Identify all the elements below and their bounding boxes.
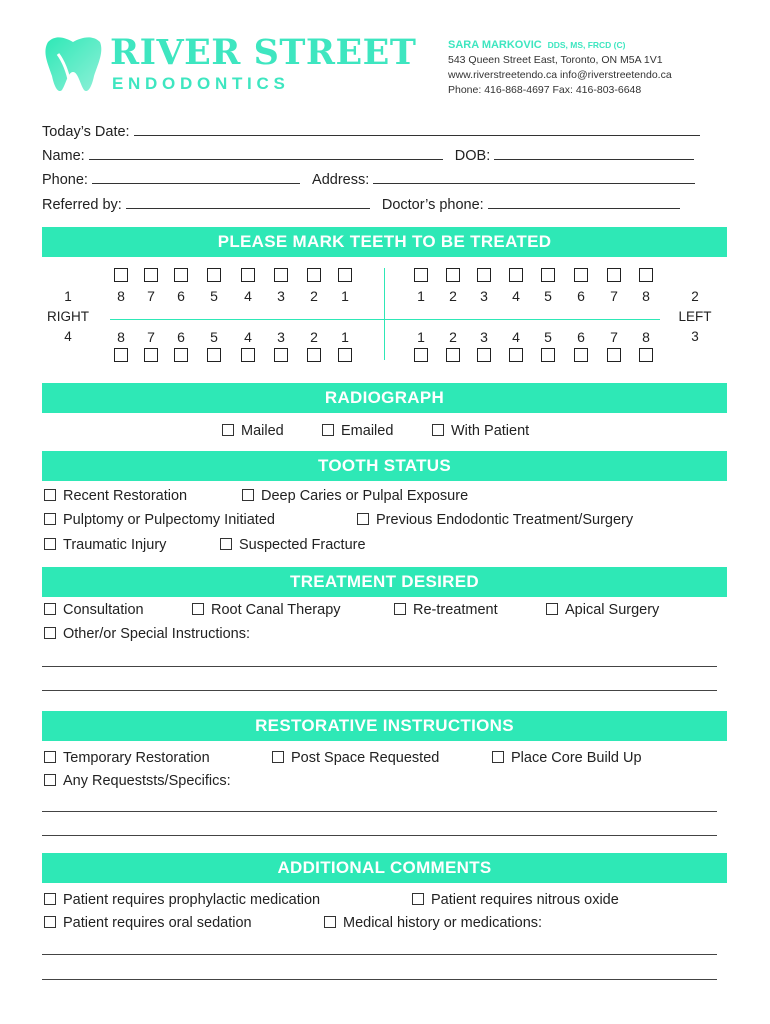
doctors-phone-field[interactable] (488, 197, 680, 209)
quadrant-4-number: 4 (64, 329, 72, 344)
status-previous-endo[interactable] (357, 512, 633, 528)
restorative-any-requests[interactable] (44, 773, 231, 789)
restorative-core-build-up[interactable] (492, 750, 642, 766)
option-label: Pulptomy or Pulpectomy Initiated (63, 512, 275, 528)
tooth-status-section-header: TOOTH STATUS (42, 451, 727, 481)
dob-label: DOB: (454, 148, 491, 164)
name-label: Name: (42, 148, 85, 164)
tooth-checkbox-upper-right-7[interactable] (307, 268, 321, 282)
referred-row (42, 197, 680, 213)
checkbox[interactable] (220, 538, 232, 550)
restorative-notes-line-2[interactable] (42, 835, 717, 836)
checkbox[interactable] (44, 538, 56, 550)
option-label: Traumatic Injury (63, 537, 167, 553)
treatment-root-canal[interactable] (192, 602, 341, 618)
comments-nitrous-oxide[interactable] (412, 892, 619, 908)
comments-section-header: ADDITIONAL COMMENTS (42, 853, 727, 883)
tooth-checkbox-lower-right-3[interactable] (174, 348, 188, 362)
tooth-number: 3 (277, 288, 285, 304)
radiograph-emailed[interactable] (322, 423, 393, 439)
tooth-checkbox-lower-left-3[interactable] (477, 348, 491, 362)
tooth-checkbox-lower-right-8[interactable] (338, 348, 352, 362)
status-recent-restoration[interactable] (44, 488, 187, 504)
option-label: Root Canal Therapy (211, 602, 341, 618)
doctor-name: SARA MARKOVIC (448, 39, 542, 51)
option-label: Deep Caries or Pulpal Exposure (261, 488, 469, 504)
tooth-number: 4 (512, 288, 520, 304)
checkbox[interactable] (44, 751, 56, 763)
tooth-number: 4 (512, 329, 520, 345)
option-label: With Patient (451, 423, 530, 439)
tooth-number: 7 (147, 329, 155, 345)
checkbox[interactable] (192, 603, 204, 615)
tooth-number: 2 (449, 288, 457, 304)
comments-prophylactic[interactable] (44, 892, 320, 908)
checkbox[interactable] (44, 916, 56, 928)
tooth-number: 8 (642, 329, 650, 345)
teeth-section-header: PLEASE MARK TEETH TO BE TREATED (42, 227, 727, 257)
option-label: Patient requires prophylactic medication (63, 892, 321, 908)
tooth-checkbox-lower-right-4[interactable] (207, 348, 221, 362)
option-label: Patient requires nitrous oxide (431, 892, 619, 908)
teeth-horizontal-divider (110, 319, 660, 320)
tooth-number: 5 (210, 288, 218, 304)
comments-oral-sedation[interactable] (44, 915, 252, 931)
referred-by-label: Referred by: (42, 197, 122, 213)
tooth-number: 5 (544, 329, 552, 345)
option-label: Consultation (63, 602, 144, 618)
checkbox[interactable] (357, 513, 369, 525)
tooth-number: 1 (341, 288, 349, 304)
option-label: Re-treatment (413, 602, 498, 618)
tooth-checkbox-lower-left-1[interactable] (414, 348, 428, 362)
tooth-checkbox-upper-left-4[interactable] (509, 268, 523, 282)
option-label: Previous Endodontic Treatment/Surgery (376, 512, 634, 528)
contact-web: www.riverstreetendo.ca info@riverstreetendo.ca (448, 69, 672, 81)
contact-block (448, 38, 672, 98)
tooth-checkbox-upper-left-8[interactable] (639, 268, 653, 282)
restorative-notes-line-1[interactable] (42, 811, 717, 812)
treatment-retreatment[interactable] (394, 602, 498, 618)
status-traumatic-injury[interactable] (44, 537, 166, 553)
tooth-checkbox-upper-right-8[interactable] (338, 268, 352, 282)
left-label: LEFT (678, 309, 712, 324)
tooth-checkbox-lower-right-1[interactable] (114, 348, 128, 362)
tooth-checkbox-upper-right-5[interactable] (241, 268, 255, 282)
tooth-checkbox-upper-right-3[interactable] (174, 268, 188, 282)
tooth-checkbox-lower-left-6[interactable] (574, 348, 588, 362)
status-pulpotomy[interactable] (44, 512, 275, 528)
tooth-checkbox-upper-right-4[interactable] (207, 268, 221, 282)
todays-date-row (42, 124, 700, 140)
phone-label: Phone: (42, 172, 88, 188)
tooth-number: 5 (210, 329, 218, 345)
checkbox[interactable] (242, 489, 254, 501)
brand-name: RIVER STREET (110, 32, 417, 73)
option-label: Temporary Restoration (63, 750, 210, 766)
tooth-number: 6 (577, 329, 585, 345)
checkbox[interactable] (322, 424, 334, 436)
phone-row (42, 172, 695, 188)
radiograph-mailed[interactable] (222, 423, 284, 439)
tooth-checkbox-lower-left-2[interactable] (446, 348, 460, 362)
treatment-notes-line-1[interactable] (42, 666, 717, 667)
tooth-checkbox-upper-right-2[interactable] (144, 268, 158, 282)
tooth-number: 2 (449, 329, 457, 345)
tooth-number: 3 (277, 329, 285, 345)
dob-field[interactable] (494, 148, 694, 160)
tooth-number: 6 (577, 288, 585, 304)
checkbox[interactable] (394, 603, 406, 615)
tooth-checkbox-upper-left-2[interactable] (446, 268, 460, 282)
quadrant-2-number: 2 (691, 289, 699, 304)
tooth-checkbox-lower-right-5[interactable] (241, 348, 255, 362)
checkbox[interactable] (546, 603, 558, 615)
quadrant-3-number: 3 (691, 329, 699, 344)
option-label: Any Requeststs/Specifics: (63, 773, 231, 789)
restorative-temporary[interactable] (44, 750, 210, 766)
tooth-checkbox-upper-left-6[interactable] (574, 268, 588, 282)
treatment-apical-surgery[interactable] (546, 602, 659, 618)
quadrant-1-number: 1 (64, 289, 72, 304)
tooth-number: 8 (117, 329, 125, 345)
checkbox[interactable] (44, 774, 56, 786)
option-label: Medical history or medications: (343, 915, 543, 931)
tooth-number: 2 (310, 288, 318, 304)
tooth-checkbox-upper-left-7[interactable] (607, 268, 621, 282)
tooth-number: 7 (610, 288, 618, 304)
tooth-checkbox-upper-left-5[interactable] (541, 268, 555, 282)
radiograph-section-header: RADIOGRAPH (42, 383, 727, 413)
tooth-number: 7 (147, 288, 155, 304)
todays-date-label: Today’s Date: (42, 124, 130, 140)
contact-address: 543 Queen Street East, Toronto, ON M5A 1V1 (448, 54, 663, 66)
doctor-credentials: DDS, MS, FRCD (C) (547, 40, 626, 50)
option-label: Apical Surgery (565, 602, 660, 618)
comments-notes-line-2[interactable] (42, 979, 717, 980)
tooth-number: 4 (244, 288, 252, 304)
checkbox[interactable] (272, 751, 284, 763)
option-label: Post Space Requested (291, 750, 440, 766)
tooth-checkbox-lower-left-7[interactable] (607, 348, 621, 362)
tooth-checkbox-lower-left-5[interactable] (541, 348, 555, 362)
doctors-phone-label: Doctor’s phone: (381, 197, 484, 213)
tooth-number: 4 (244, 329, 252, 345)
logo (42, 32, 417, 96)
tooth-number: 1 (417, 288, 425, 304)
tooth-number: 7 (610, 329, 618, 345)
treatment-notes-line-2[interactable] (42, 690, 717, 691)
tooth-number: 3 (480, 288, 488, 304)
restorative-post-space[interactable] (272, 750, 439, 766)
tooth-logo-icon (42, 34, 104, 96)
comments-notes-line-1[interactable] (42, 954, 717, 955)
tooth-number: 6 (177, 288, 185, 304)
tooth-number: 8 (642, 288, 650, 304)
tooth-checkbox-upper-right-6[interactable] (274, 268, 288, 282)
referred-by-field[interactable] (126, 197, 370, 209)
left-quadrant-label (665, 287, 725, 347)
tooth-checkbox-lower-right-6[interactable] (274, 348, 288, 362)
contact-phone: Phone: 416-868-4697 Fax: 416-803-6648 (448, 84, 642, 96)
tooth-checkbox-upper-right-1[interactable] (114, 268, 128, 282)
option-label: Suspected Fracture (239, 537, 366, 553)
option-label: Recent Restoration (63, 488, 188, 504)
checkbox[interactable] (432, 424, 444, 436)
tooth-checkbox-upper-left-3[interactable] (477, 268, 491, 282)
tooth-checkbox-lower-left-8[interactable] (639, 348, 653, 362)
radiograph-with-patient[interactable] (432, 423, 529, 439)
checkbox[interactable] (324, 916, 336, 928)
tooth-number: 1 (341, 329, 349, 345)
checkbox[interactable] (412, 893, 424, 905)
treatment-other[interactable] (44, 626, 250, 642)
checkbox[interactable] (44, 513, 56, 525)
treatment-section-header: TREATMENT DESIRED (42, 567, 727, 597)
checkbox[interactable] (44, 603, 56, 615)
status-deep-caries[interactable] (242, 488, 468, 504)
tooth-number: 1 (417, 329, 425, 345)
tooth-checkbox-upper-left-1[interactable] (414, 268, 428, 282)
name-field[interactable] (89, 148, 443, 160)
tooth-number: 8 (117, 288, 125, 304)
option-label: Patient requires oral sedation (63, 915, 252, 931)
tooth-number: 3 (480, 329, 488, 345)
option-label: Place Core Build Up (511, 750, 642, 766)
checkbox[interactable] (44, 627, 56, 639)
right-label: RIGHT (47, 309, 89, 324)
todays-date-field[interactable] (134, 124, 700, 136)
comments-medical-history[interactable] (324, 915, 542, 931)
name-row (42, 148, 694, 164)
tooth-checkbox-lower-left-4[interactable] (509, 348, 523, 362)
address-label: Address: (312, 172, 370, 188)
option-label: Emailed (341, 423, 394, 439)
tooth-number: 6 (177, 329, 185, 345)
phone-field[interactable] (92, 172, 300, 184)
treatment-consultation[interactable] (44, 602, 144, 618)
right-quadrant-label (38, 287, 98, 347)
tooth-checkbox-lower-right-2[interactable] (144, 348, 158, 362)
status-suspected-fracture[interactable] (220, 537, 366, 553)
checkbox[interactable] (44, 893, 56, 905)
brand-subtitle: E N D O D O N T I C S (112, 74, 285, 93)
address-field[interactable] (373, 172, 695, 184)
option-label: Mailed (241, 423, 284, 439)
tooth-number: 5 (544, 288, 552, 304)
restorative-section-header: RESTORATIVE INSTRUCTIONS (42, 711, 727, 741)
checkbox[interactable] (44, 489, 56, 501)
tooth-checkbox-lower-right-7[interactable] (307, 348, 321, 362)
option-label: Other/or Special Instructions: (63, 626, 250, 642)
checkbox[interactable] (492, 751, 504, 763)
tooth-number: 2 (310, 329, 318, 345)
teeth-vertical-divider (384, 268, 385, 360)
checkbox[interactable] (222, 424, 234, 436)
